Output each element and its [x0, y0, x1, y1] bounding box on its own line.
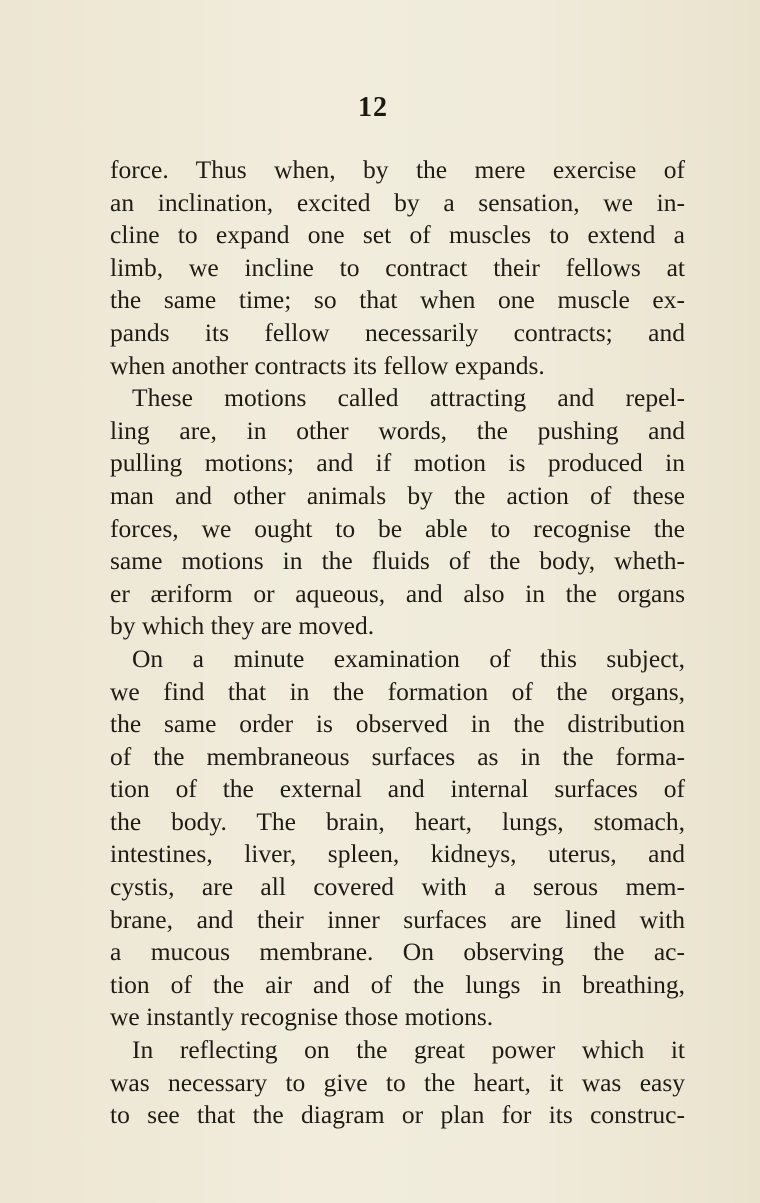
text-line: we instantly recognise those motions.	[110, 1002, 494, 1032]
text-line: when another contracts its fellow expands.	[110, 350, 545, 380]
text-line: forces, we ought to be able to recognise the	[110, 513, 685, 543]
text-line: er æriform or aqueous, and also in the organs	[110, 578, 685, 608]
text-line: the same time; so that when one muscle ex-	[110, 285, 685, 315]
text-line: force. Thus when, by the mere exercise of	[110, 155, 685, 184]
paragraph	[110, 1034, 685, 1132]
text-line: On a minute examination of this subject,	[132, 643, 685, 673]
text-line: cline to expand one set of muscles to extend a	[110, 220, 685, 250]
text-line: tion of the air and of the lungs in breathing,	[110, 969, 685, 999]
paragraph	[110, 643, 685, 1034]
text-line: the body. The brain, heart, lungs, stomach,	[110, 806, 685, 836]
text-line: a mucous membrane. On observing the ac-	[110, 937, 685, 967]
text-line: we find that in the formation of the organs,	[110, 676, 685, 706]
text-line: by which they are moved.	[110, 611, 375, 641]
text-line: tion of the external and internal surfaces of	[110, 774, 685, 804]
text-line: cystis, are all covered with a serous mem-	[110, 872, 685, 902]
text-line: to see that the diagram or plan for its construc-	[110, 1100, 685, 1130]
text-line: intestines, liver, spleen, kidneys, uterus, and	[110, 839, 685, 869]
text-line: an inclination, excited by a sensation, we in-	[110, 187, 685, 217]
text-line: same motions in the fluids of the body, wheth-	[110, 546, 685, 576]
text-line: limb, we incline to contract their fellows at	[110, 252, 685, 282]
text-line: In reflecting on the great power which it	[132, 1035, 685, 1065]
text-line: man and other animals by the action of these	[110, 480, 685, 510]
text-line: ling are, in other words, the pushing and	[110, 415, 685, 445]
text-line: brane, and their inner surfaces are lined with	[110, 904, 685, 934]
paragraph	[110, 154, 685, 382]
text-line: These motions called attracting and repel-	[132, 383, 685, 413]
page-number: 12	[358, 92, 388, 123]
text-line: was necessary to give to the heart, it was easy	[110, 1067, 685, 1097]
text-line: pulling motions; and if motion is produced in	[110, 448, 685, 478]
text-line: of the membraneous surfaces as in the forma-	[110, 741, 685, 771]
text-line: pands its fellow necessarily contracts; and	[110, 317, 685, 347]
paragraph	[110, 382, 685, 643]
body-text	[110, 154, 685, 1132]
text-line: the same order is observed in the distribution	[110, 709, 685, 739]
